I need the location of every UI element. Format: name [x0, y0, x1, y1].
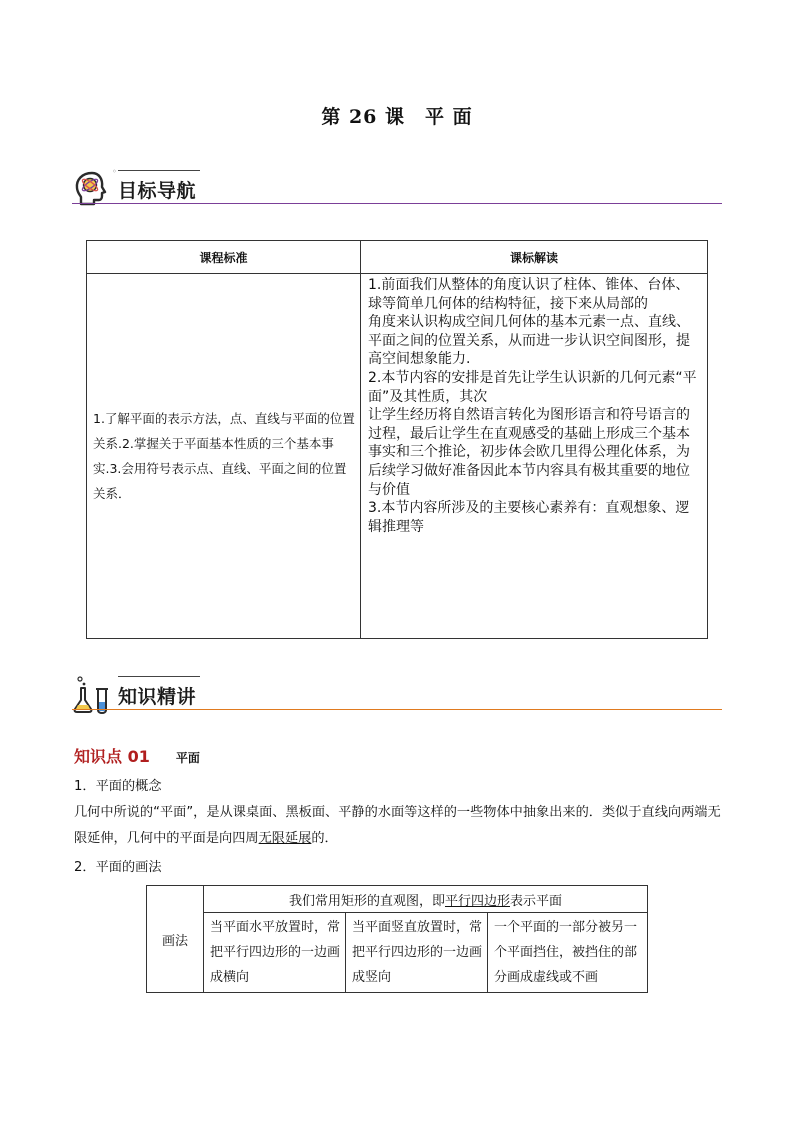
interpretation-paragraph: 让学生经历将自然语言转化为图形语言和符号语言的过程，最后让学生在直观感受的基础上形成三个基本事实和三个推论，初步体会欧几里得公理化体系，为后续学习做好准备因此本节内容具有极其重要的地位与价值: [368, 407, 690, 498]
section-rule-nav: [72, 203, 722, 204]
knowledge-point-heading: [74, 744, 200, 767]
subheading-drawing: 2．平面的画法: [74, 860, 162, 875]
section-rule-knowledge: [72, 709, 722, 710]
lesson-title: 第 26 课 平 面: [321, 106, 473, 128]
drawing-summary-text: 我们常用矩形的直观图，即: [288, 893, 445, 909]
standards-cell: 1.了解平面的表示方法，点、直线与平面的位置关系.2.掌握关于平面基本性质的三个基本事实.3.会用符号表示点、直线、平面之间的位置关系．: [87, 274, 361, 639]
concept-text: 几何中所说的“平面”，是从课桌面、黑板面、平静的水面等这样的一些物体中抽象出来的．类似于直线向两端无限延伸，几何中的平面是向四周: [74, 805, 721, 846]
concept-paragraph: [74, 800, 724, 852]
decor-line: [118, 676, 200, 677]
section-header-knowledge: [72, 674, 722, 714]
standards-body-row: [87, 274, 708, 639]
decor-line: [118, 170, 200, 171]
drawing-cell-vertical: 当平面竖直放置时，常把平行四边形的一边画成竖向: [346, 913, 488, 993]
subheading-concept: 1．平面的概念: [74, 779, 162, 794]
interpretation-paragraph: 1.前面我们从整体的角度认识了柱体、锥体、台体、球等简单几何体的结构特征，接下来从局部的: [368, 277, 690, 312]
header-interpretation: 课标解读: [361, 241, 708, 274]
section-title-knowledge: 知识精讲: [118, 686, 197, 708]
knowledge-point-number: 知识点 01: [74, 747, 150, 766]
drawing-table: [146, 885, 648, 993]
drawing-summary: [204, 886, 648, 913]
drawing-top-row: [147, 886, 648, 913]
drawing-cell-horizontal: 当平面水平放置时，常把平行四边形的一边画成横向: [204, 913, 346, 993]
interpretation-cell: [361, 274, 708, 639]
interpretation-paragraph: 3.本节内容所涉及的主要核心素养有：直观想象、逻辑推理等: [368, 500, 690, 535]
drawing-summary-end: 表示平面: [510, 893, 563, 909]
head-brain-icon: [72, 168, 112, 208]
drawing-cells-row: [147, 913, 648, 993]
interpretation-paragraph: 角度来认识构成空间几何体的基本元素一点、直线、平面之间的位置关系，从而进一步认识空间图形，提高空间想象能力.: [368, 314, 690, 368]
header-standards: 课程标准: [87, 241, 361, 274]
standards-header-row: [87, 241, 708, 274]
interpretation-paragraph: 2.本节内容的安排是首先让学生认识新的几何元素“平面”及其性质，其次: [368, 369, 697, 405]
section-header-nav: [72, 168, 722, 208]
section-title-nav: 目标导航: [118, 180, 197, 202]
drawing-label: 画法: [147, 886, 204, 993]
decor-dot: ◦: [112, 167, 117, 176]
drawing-cell-hidden: 一个平面的一部分被另一个平面挡住，被挡住的部分画成虚线或不画: [488, 913, 648, 993]
concept-underlined: 无限延展: [258, 831, 312, 846]
drawing-summary-underlined: 平行四边形: [444, 893, 510, 909]
concept-text-end: 的．: [311, 831, 338, 846]
knowledge-point-name: 平面: [175, 751, 200, 765]
lab-flask-icon: [72, 674, 112, 714]
standards-table: [86, 240, 708, 639]
